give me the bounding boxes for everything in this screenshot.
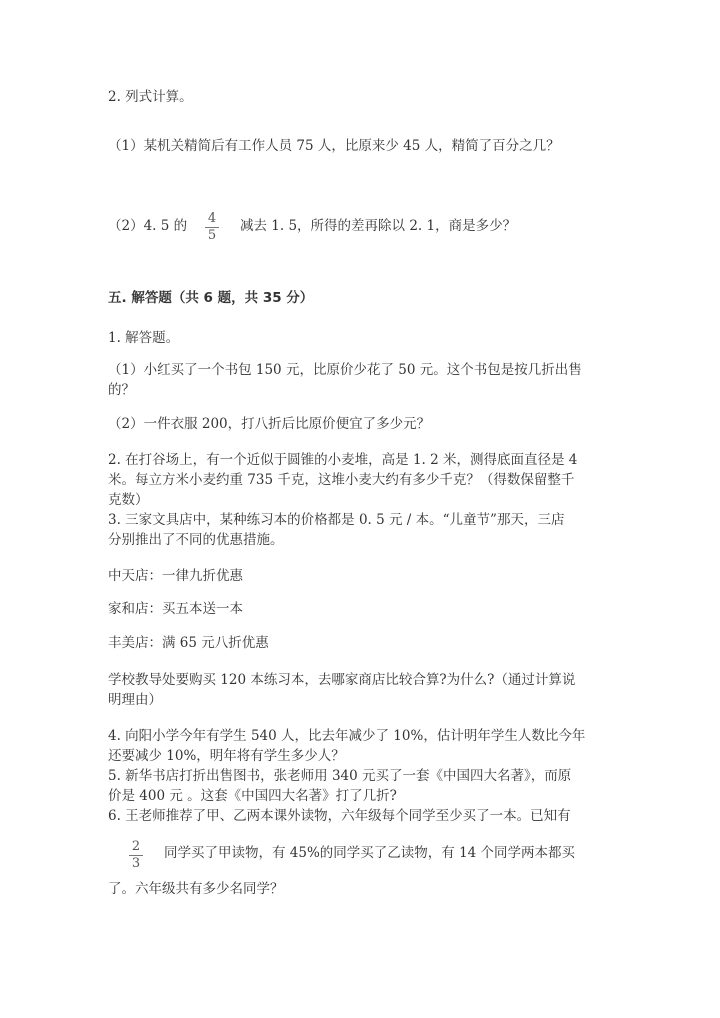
numerator: 2 [131, 839, 141, 854]
question-text: 的？ [108, 382, 135, 398]
question-text: 分别推出了不同的优惠措施。 [108, 532, 284, 548]
question-text: 明理由） [108, 692, 162, 708]
question-text: （2）4. 5 的 [108, 218, 188, 234]
shop-offer: 家和店：买五本送一本 [108, 601, 243, 617]
question-text: （1）某机关精简后有工作人员 75 人，比原来少 45 人，精简了百分之几？ [108, 138, 560, 154]
question-text: 价是 400 元 。这套《中国四大名著》打了几折? [108, 788, 397, 804]
question-text: （1）小红买了一个书包 150 元，比原价少花了 50 元。这个书包是按几折出售 [108, 362, 582, 378]
question-text: 减去 1. 5，所得的差再除以 2. 1，商是多少？ [240, 218, 517, 234]
denominator: 5 [207, 228, 217, 243]
question-text: 学校教导处要购买 120 本练习本，去哪家商店比较合算?为什么?（通过计算说 [108, 672, 576, 688]
fraction [205, 212, 219, 243]
denominator: 3 [131, 856, 141, 871]
question-text: 5. 新华书店打折出售图书，张老师用 340 元买了一套《中国四大名著》，而原 [108, 768, 572, 784]
question-text: 还要减少 10%，明年将有学生多少人？ [108, 748, 345, 764]
question-text: 米。每立方米小麦约重 735 千克，这堆小麦大约有多少千克？（得数保留整千 [108, 472, 575, 488]
shop-offer: 丰美店：满 65 元八折优惠 [108, 635, 269, 651]
question-text: 3. 三家文具店中，某种练习本的价格都是 0. 5 元 / 本。“儿童节”那天，三店 [108, 512, 565, 528]
numerator: 4 [207, 211, 217, 226]
question-text: 6. 王老师推荐了甲、乙两本课外读物，六年级每个同学至少买了一本。已知有 [108, 808, 571, 824]
shop-offer: 中天店：一律九折优惠 [108, 568, 243, 584]
question-heading: 1. 解答题。 [108, 330, 180, 346]
question-text: 同学买了甲读物，有 45%的同学买了乙读物，有 14 个同学两本都买 [164, 845, 576, 861]
question-text: 4. 向阳小学今年有学生 540 人，比去年减少了 10%，估计明年学生人数比今年 [108, 728, 586, 744]
question-heading: 2. 列式计算。 [108, 89, 193, 105]
question-text: （2）一件衣服 200，打八折后比原价便宜了多少元？ [108, 416, 431, 432]
question-text: 了。六年级共有多少名同学？ [108, 881, 284, 897]
fraction [129, 840, 143, 871]
section-heading: 五. 解答题（共 6 题，共 35 分） [108, 290, 314, 306]
question-text: 2. 在打谷场上，有一个近似于圆锥的小麦堆，高是 1. 2 米，测得底面直径是 4 [108, 452, 578, 468]
question-text: 克数） [108, 492, 149, 508]
